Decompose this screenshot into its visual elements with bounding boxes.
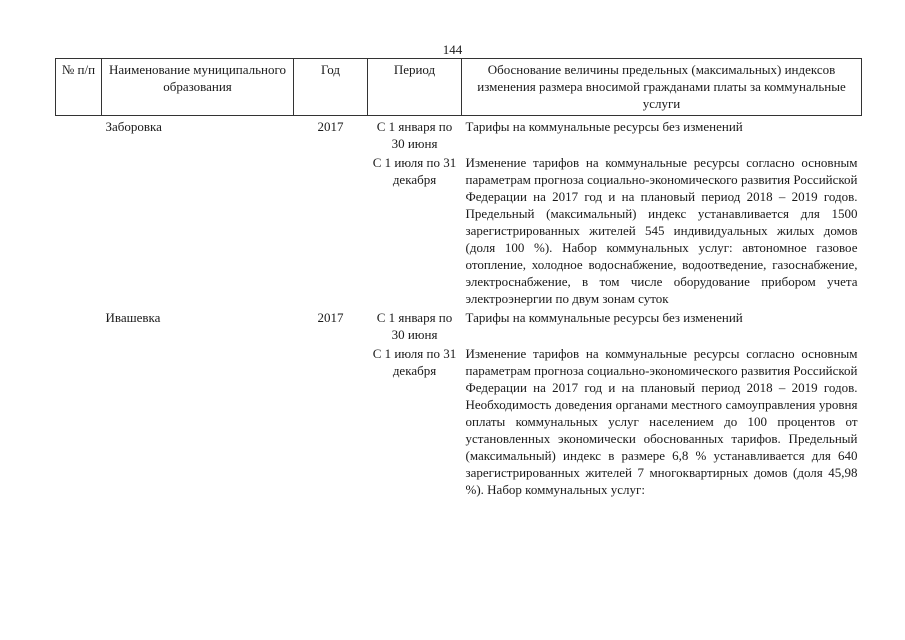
table-row	[56, 307, 862, 498]
row-year: 2017	[317, 310, 344, 325]
header-year: Год	[294, 59, 368, 116]
row-justification	[462, 116, 862, 308]
row-number	[56, 116, 102, 308]
page-number: 144	[442, 42, 463, 57]
tariff-table	[55, 58, 862, 498]
row-justification	[462, 307, 862, 498]
period-first-half: С 1 января по 30 июня	[376, 310, 453, 342]
header-municipality: Наименование муниципального образования	[102, 59, 294, 116]
municipality-name: Ивашевка	[105, 310, 161, 325]
justification-first-half: Тарифы на коммунальные ресурсы без изменений	[465, 310, 743, 325]
table-row	[56, 116, 862, 308]
row-year: 2017	[317, 119, 344, 134]
period-second-half: С 1 июля по 31 декабря	[372, 155, 457, 187]
row-number	[56, 307, 102, 498]
justification-second-half: Изменение тарифов на коммунальные ресурсы согласно основным параметрам прогноза социально-экономического развития Российской Федерации на 2017 год и на плановый период 2018 – 2019 годов. Предельный (максимальный) индекс устанавливается для 1500 зарегистрированных жителей 545 индивидуальных жилых домов (доля 100 %). Набор коммунальных услуг: автономное газовое отопление, холодное водоснабжение, водоотведение, газоснабжение, электроснабжение, в том числе оборудование прибором учета электроэнергии по двум зонам суток	[465, 155, 858, 306]
justification-second-half: Изменение тарифов на коммунальные ресурсы согласно основным параметрам прогноза социально-экономического развития Российской Федерации на 2017 год и на плановый период 2018 – 2019 годов. Необходимость доведения органами местного самоуправления уровня оплаты коммунальных услуг населением до 100 процентов от установленных экономически обоснованных тарифов. Предельный (максимальный) индекс в размере 6,8 % устанавливается для 640 зарегистрированных жителей 7 многоквартирных домов (доля 45,98 %). Набор коммунальных услуг:	[465, 346, 858, 497]
municipality-name: Заборовка	[105, 119, 162, 134]
header-justification: Обоснование величины предельных (максимальных) индексов изменения размера вносимой гражданами платы за коммунальные услуги	[462, 59, 862, 116]
period-first-half: С 1 января по 30 июня	[376, 119, 453, 151]
header-number: № п/п	[56, 59, 102, 116]
row-period	[368, 307, 462, 498]
period-second-half: С 1 июля по 31 декабря	[372, 346, 457, 378]
table-header	[56, 59, 862, 116]
header-period: Период	[368, 59, 462, 116]
row-period	[368, 116, 462, 308]
justification-first-half: Тарифы на коммунальные ресурсы без изменений	[465, 119, 743, 134]
